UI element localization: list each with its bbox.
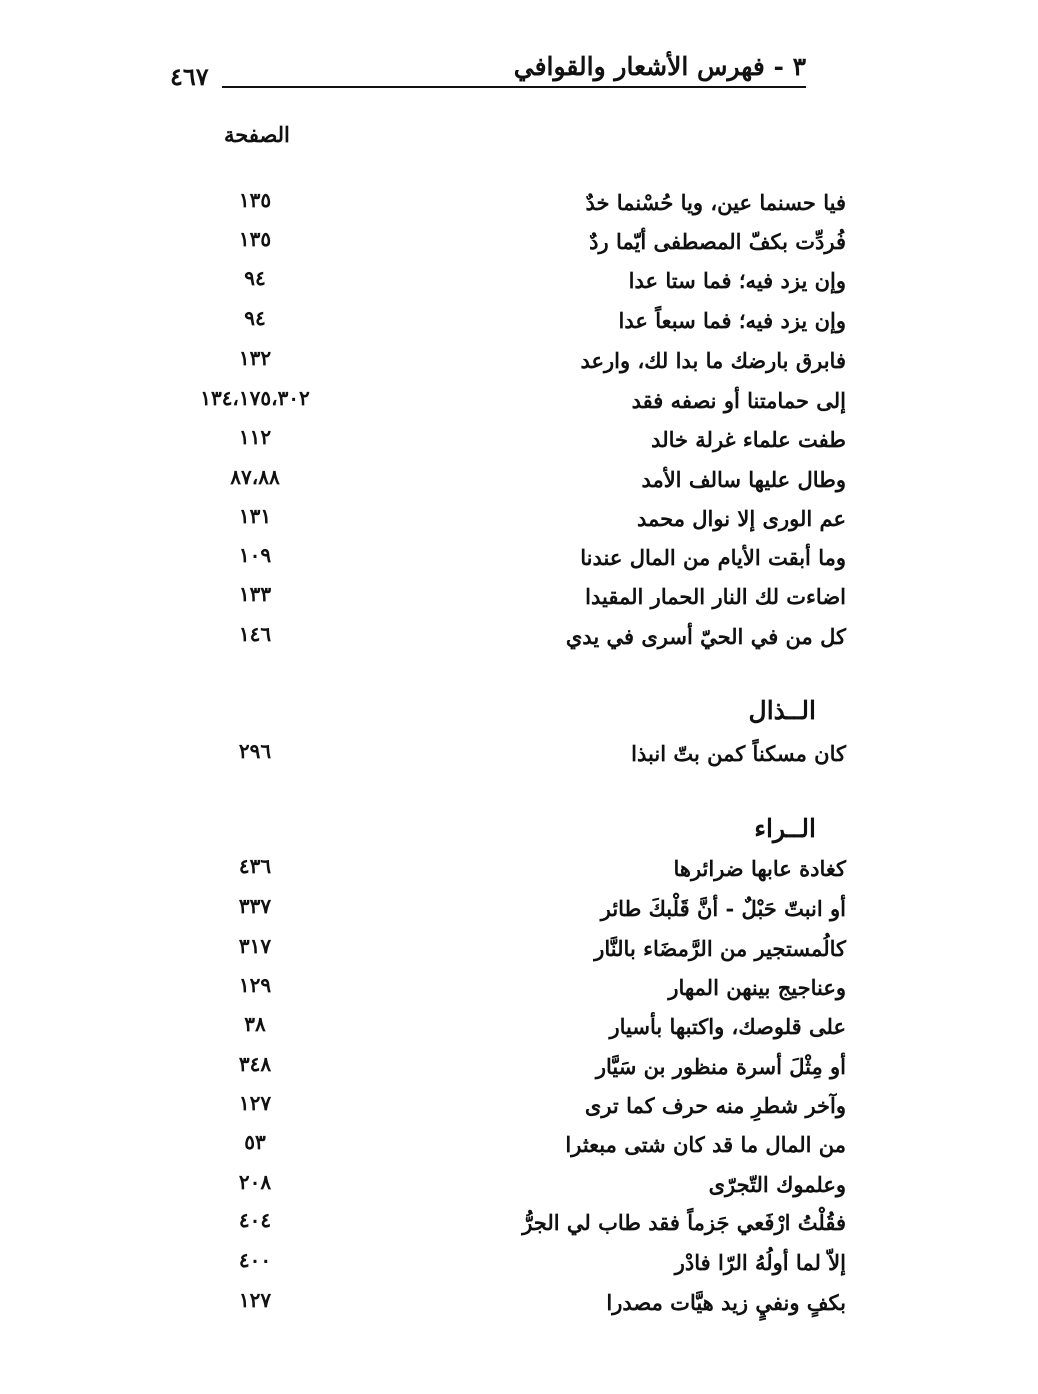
index-entry bbox=[0, 1286, 1038, 1326]
page-refs: ١٣٥ bbox=[238, 188, 272, 212]
verse-text: فُردِّت بكفّ المصطفى أيّما ردٌ bbox=[589, 229, 846, 254]
pages-column-label: الصفحة bbox=[224, 122, 290, 147]
index-entry bbox=[0, 1050, 1038, 1090]
index-entry bbox=[0, 344, 1038, 384]
index-entry bbox=[0, 737, 1038, 777]
index-entry bbox=[0, 1010, 1038, 1050]
section-heading-ra: الــراء bbox=[754, 814, 816, 843]
verse-text: إلاّ لما أولُهُ الرّا فادْر bbox=[674, 1250, 846, 1275]
page-refs: ١٠٩ bbox=[238, 543, 272, 567]
verse-text: وإن يزد فيه؛ فما ستا عدا bbox=[628, 268, 846, 293]
verse-text: كان مسكناً كمن بتّ انبذا bbox=[631, 741, 846, 766]
verse-text: من المال ما قد كان شتى مبعثرا bbox=[565, 1132, 846, 1157]
page-refs: ٤٣٦ bbox=[238, 854, 272, 878]
verse-text: وإن يزد فيه؛ فما سبعاً عدا bbox=[618, 308, 846, 333]
index-entry bbox=[0, 892, 1038, 932]
verse-text: وما أبقت الأيام من المال عندنا bbox=[580, 545, 846, 570]
index-entry bbox=[0, 932, 1038, 972]
page-number: ٤٦٧ bbox=[170, 62, 209, 91]
verse-text: كغادة عابها ضرائرها bbox=[673, 856, 846, 881]
verse-text: أو انبتّ حَبْلٌ - أنَّ قَلْبكَ طائر bbox=[600, 896, 846, 921]
page-refs: ٣٨ bbox=[244, 1012, 266, 1036]
header-rule bbox=[222, 86, 806, 88]
index-entry bbox=[0, 502, 1038, 542]
verse-text: فابرق بارضك ما بدا لك، وارعد bbox=[580, 348, 846, 373]
page-refs: ١٤٦ bbox=[238, 622, 272, 646]
verse-text: طفت علماء غرلة خالد bbox=[651, 427, 846, 452]
page-refs: ٩٤ bbox=[244, 266, 266, 290]
page-refs: ١٣٥ bbox=[238, 227, 272, 251]
verse-text: بكفٍ ونفيٍ زيد هيَّات مصدرا bbox=[606, 1290, 846, 1315]
verse-text: إلى حمامتنا أو نصفه فقد bbox=[631, 388, 846, 413]
index-entry bbox=[0, 463, 1038, 503]
page-refs: ١٣١ bbox=[238, 504, 272, 528]
index-entry bbox=[0, 620, 1038, 660]
page-refs: ١٣٤،١٧٥،٣٠٢ bbox=[200, 386, 310, 410]
index-entry bbox=[0, 580, 1038, 620]
page-refs: ١٣٣ bbox=[238, 582, 272, 606]
index-entry bbox=[0, 541, 1038, 581]
verse-text: أو مِثْلَ أسرة منظور بن سَيَّار bbox=[595, 1054, 846, 1079]
index-entry bbox=[0, 186, 1038, 226]
index-entry bbox=[0, 852, 1038, 892]
page-refs: ١٢٧ bbox=[238, 1288, 272, 1312]
page-refs: ٣١٧ bbox=[238, 934, 272, 958]
page-refs: ٨٧،٨٨ bbox=[230, 465, 280, 489]
verse-text: وطال عليها سالف الأمد bbox=[641, 467, 846, 492]
index-entry bbox=[0, 1206, 1038, 1246]
index-entry bbox=[0, 384, 1038, 424]
index-entry bbox=[0, 971, 1038, 1011]
verse-text: اضاءت لك النار الحمار المقيدا bbox=[585, 584, 846, 609]
page-refs: ١٣٢ bbox=[238, 346, 272, 370]
page-refs: ٤٠٠ bbox=[238, 1248, 272, 1272]
page-refs: ٣٣٧ bbox=[238, 894, 272, 918]
verse-text: فيا حسنما عين، ويا حُسْنما خدٌ bbox=[585, 190, 846, 215]
index-entry bbox=[0, 423, 1038, 463]
index-entry bbox=[0, 264, 1038, 304]
header-title: ٣ - فهرس الأشعار والقوافي bbox=[513, 52, 806, 81]
verse-text: عم الورى إلا نوال محمد bbox=[637, 506, 846, 531]
page-refs: ٥٣ bbox=[244, 1130, 266, 1154]
page-refs: ١٢٩ bbox=[238, 973, 272, 997]
verse-text: كل من في الحيّ أسرى في يدي bbox=[565, 624, 846, 649]
index-entry bbox=[0, 1128, 1038, 1168]
page-refs: ١٢٧ bbox=[238, 1091, 272, 1115]
page-refs: ٩٤ bbox=[244, 306, 266, 330]
index-entry bbox=[0, 1246, 1038, 1286]
verse-text: وعناجيج بينهن المهار bbox=[668, 975, 846, 1000]
verse-text: وعلموك التّجرّى bbox=[708, 1172, 846, 1197]
verse-text: وآخر شطرِ منه حرف كما ترى bbox=[584, 1093, 846, 1118]
index-entry bbox=[0, 225, 1038, 265]
page-refs: ٤٠٤ bbox=[238, 1208, 272, 1232]
verse-text: فقُلْتُ ارْفَعي جَزماً فقد طاب لي الجرُّ bbox=[522, 1210, 846, 1235]
page-refs: ١١٢ bbox=[238, 425, 272, 449]
page-refs: ٢٩٦ bbox=[238, 739, 272, 763]
section-heading-dhal: الــذال bbox=[748, 696, 816, 725]
index-entry bbox=[0, 1168, 1038, 1208]
page-refs: ٢٠٨ bbox=[238, 1170, 272, 1194]
index-entry bbox=[0, 304, 1038, 344]
verse-text: على قلوصك، واكتبها بأسيار bbox=[609, 1014, 846, 1039]
page-refs: ٣٤٨ bbox=[238, 1052, 272, 1076]
index-entry bbox=[0, 1089, 1038, 1129]
verse-text: كالُمستجير من الرَّمضَاء بالنَّار bbox=[594, 936, 846, 961]
